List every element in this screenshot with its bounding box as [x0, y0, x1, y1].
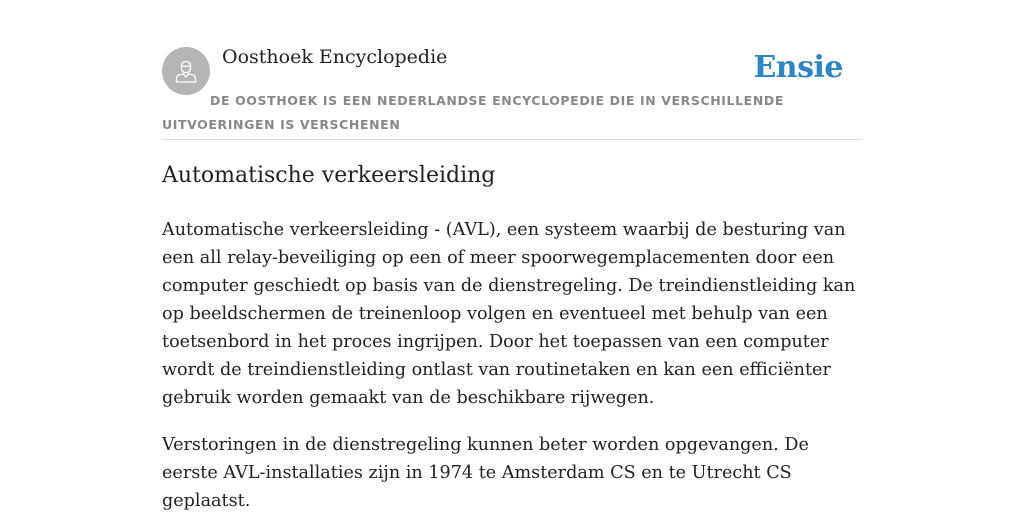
- source-description: DE OOSTHOEK IS EEN NEDERLANDSE ENCYCLOPEDIE DIE IN VERSCHILLENDE UITVOERINGEN IS VERSCHENEN: [162, 93, 784, 132]
- source-name-link[interactable]: Oosthoek Encyclopedie: [222, 46, 448, 68]
- avatar[interactable]: [162, 47, 210, 95]
- source-header: [162, 0, 862, 140]
- ensie-logo[interactable]: Ensie: [753, 50, 843, 85]
- article-paragraph: Automatische verkeersleiding - (AVL), een systeem waarbij de besturing van een all relay-beveiliging op een of meer spoorwegemplacementen door een computer geschiedt op basis van de dienstregeling. De treindienstleiding kan op beeldschermen de treinenloop volgen en eventueel met behulp van een toetsenbord in het proces ingrijpen. Door het toepassen van een computer wordt de treindienstleiding ontlast van routinetaken en kan een efficiënter gebruik worden gemaakt van de beschikbare rijwegen.: [162, 220, 856, 408]
- user-outline-icon: [172, 57, 200, 85]
- article-paragraph: Verstoringen in de dienstregeling kunnen beter worden opgevangen. De eerste AVL-installaties zijn in 1974 te Amsterdam CS en te Utrecht CS geplaatst.: [162, 435, 809, 511]
- page-container: [162, 0, 862, 511]
- article-title: Automatische verkeersleiding: [162, 163, 496, 188]
